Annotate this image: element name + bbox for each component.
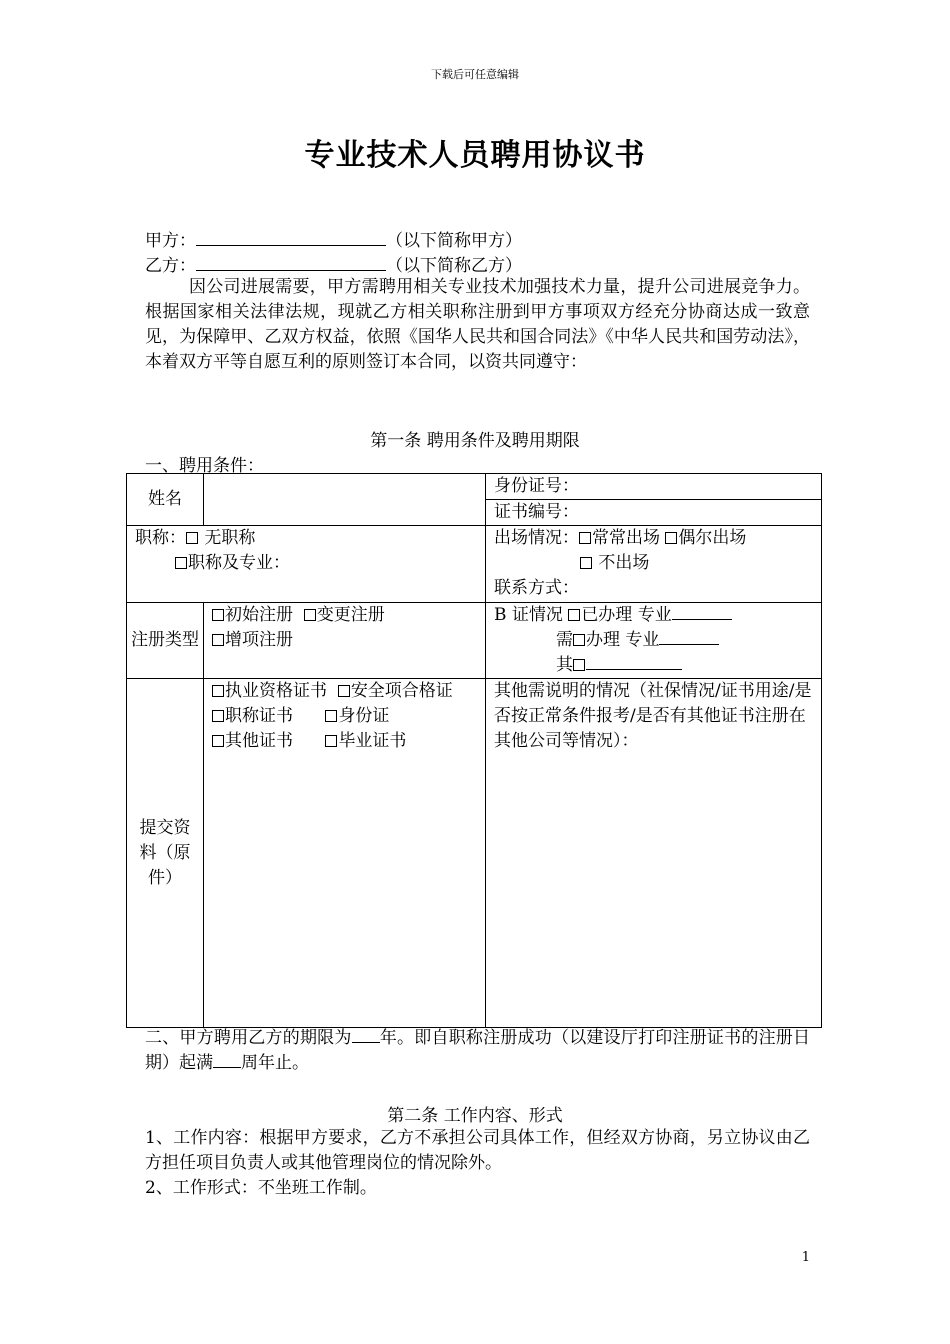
header-note: 下载后可任意编辑 — [431, 68, 519, 81]
checkbox-b-other[interactable] — [573, 659, 585, 671]
b-cert-cell — [486, 603, 822, 679]
doc-id-option: 身份证 — [338, 706, 390, 726]
attend-sometimes-option: 偶尔出场 — [678, 528, 747, 548]
party-a-blank[interactable] — [196, 229, 386, 246]
term-years-blank[interactable] — [352, 1026, 380, 1043]
doc-title-option: 职称证书 — [225, 706, 293, 726]
title-label: 职称： — [135, 528, 186, 548]
reg-change-option: 变更注册 — [316, 605, 385, 625]
party-a-note: （以下简称甲方） — [386, 231, 522, 251]
checkbox-doc-graduation[interactable] — [325, 735, 337, 747]
checkbox-attend-never[interactable] — [580, 557, 592, 569]
party-b-line — [145, 251, 522, 276]
party-a-label: 甲方： — [145, 231, 196, 251]
title-spec-option: 职称及专业： — [188, 553, 290, 573]
checkbox-attend-sometimes[interactable] — [665, 532, 677, 544]
checkbox-reg-change[interactable] — [304, 609, 316, 621]
docs-label: 提交资料（原件） — [127, 679, 204, 1028]
contact-label: 联系方式： — [494, 578, 579, 598]
docs-cell — [204, 679, 486, 1028]
checkbox-no-title[interactable] — [186, 532, 198, 544]
checkbox-attend-often[interactable] — [579, 532, 591, 544]
checkbox-reg-initial[interactable] — [212, 609, 224, 621]
checkbox-b-need[interactable] — [573, 634, 585, 646]
article1-sub2 — [145, 1026, 810, 1076]
term-text-3: 周年止。 — [241, 1053, 309, 1073]
b-cert-label: B 证情况 — [494, 605, 563, 625]
party-a-line — [145, 226, 522, 251]
name-label: 姓名 — [127, 474, 204, 526]
checkbox-doc-practice[interactable] — [212, 685, 224, 697]
reg-type-cell — [204, 603, 486, 679]
doc-other-option: 其他证书 — [225, 731, 293, 751]
b-other-prefix: 其 — [556, 655, 573, 675]
cert-number-field[interactable] — [486, 500, 822, 526]
doc-practice-option: 执业资格证书 — [225, 681, 327, 701]
article2-heading: 第二条 工作内容、形式 — [387, 1106, 563, 1126]
b-done-option: 已办理 专业 — [581, 605, 672, 625]
b-done-major-blank[interactable] — [672, 603, 732, 620]
attend-often-option: 常常出场 — [592, 528, 660, 548]
b-need-major-blank[interactable] — [659, 628, 719, 645]
article2-item2: 2、工作形式：不坐班工作制。 — [145, 1178, 377, 1198]
reg-add-option: 增项注册 — [225, 630, 293, 650]
other-notes-label: 其他需说明的情况（社保情况/证书用途/是否按正常条件报考/是否有其他证书注册在其他公司等情况）： — [494, 681, 812, 751]
checkbox-doc-safety[interactable] — [338, 685, 350, 697]
doc-safety-option: 安全项合格证 — [350, 681, 453, 701]
b-need-option: 办理 专业 — [586, 630, 660, 650]
checkbox-doc-other[interactable] — [212, 735, 224, 747]
checkbox-reg-add[interactable] — [212, 634, 224, 646]
term-text-2: 年。即自职称注册成功（以建设厅打印注册证书的注册日期）起满 — [145, 1028, 811, 1073]
checkbox-doc-id[interactable] — [325, 710, 337, 722]
intro-paragraph: 因公司进展需要，甲方需聘用相关专业技术加强技术力量，提升公司进展竞争力。根据国家相关法律法规，现就乙方相关职称注册到甲方事项双方经充分协商达成一致意见，为保障甲、乙双方权益，依照《国华人民共和国合同法》《中华人民共和国劳动法》，本着双方平等自愿互利的原则签订本合同，以资共同遵守： — [145, 277, 810, 372]
document-title: 专业技术人员聘用协议书 — [304, 138, 646, 173]
id-number-field[interactable] — [486, 474, 822, 500]
title-cell — [127, 526, 486, 603]
article1-heading: 第一条 聘用条件及聘用期限 — [370, 431, 580, 451]
attend-never-option: 不出场 — [598, 553, 650, 573]
other-notes-cell[interactable] — [486, 679, 822, 1028]
party-b-note: （以下简称乙方） — [386, 256, 522, 276]
article2-item1: 1、工作内容：根据甲方要求，乙方不承担公司具体工作，但经双方协商，另立协议由乙方担任项目负责人或其他管理岗位的情况除外。 — [145, 1128, 810, 1173]
id-number-label: 身份证号： — [494, 476, 579, 496]
name-field[interactable] — [204, 474, 486, 526]
party-b-label: 乙方： — [145, 256, 196, 276]
checkbox-b-done[interactable] — [568, 609, 580, 621]
reg-initial-option: 初始注册 — [225, 605, 293, 625]
checkbox-title-spec[interactable] — [175, 557, 187, 569]
b-need-prefix: 需 — [556, 630, 573, 650]
page-number: 1 — [801, 1250, 810, 1265]
term-text-1: 二、甲方聘用乙方的期限为 — [145, 1028, 352, 1048]
checkbox-doc-title[interactable] — [212, 710, 224, 722]
attendance-label: 出场情况： — [494, 528, 579, 548]
term-anniversary-blank[interactable] — [213, 1051, 241, 1068]
reg-type-label: 注册类型 — [127, 603, 204, 679]
attendance-cell — [486, 526, 822, 603]
party-b-blank[interactable] — [196, 254, 386, 271]
cert-number-label: 证书编号： — [494, 502, 579, 522]
doc-graduation-option: 毕业证书 — [338, 731, 407, 751]
employment-conditions-table — [126, 473, 822, 1028]
no-title-option: 无职称 — [204, 528, 256, 548]
article1-sub1: 一、聘用条件： — [145, 456, 264, 476]
b-other-blank[interactable] — [586, 653, 682, 670]
